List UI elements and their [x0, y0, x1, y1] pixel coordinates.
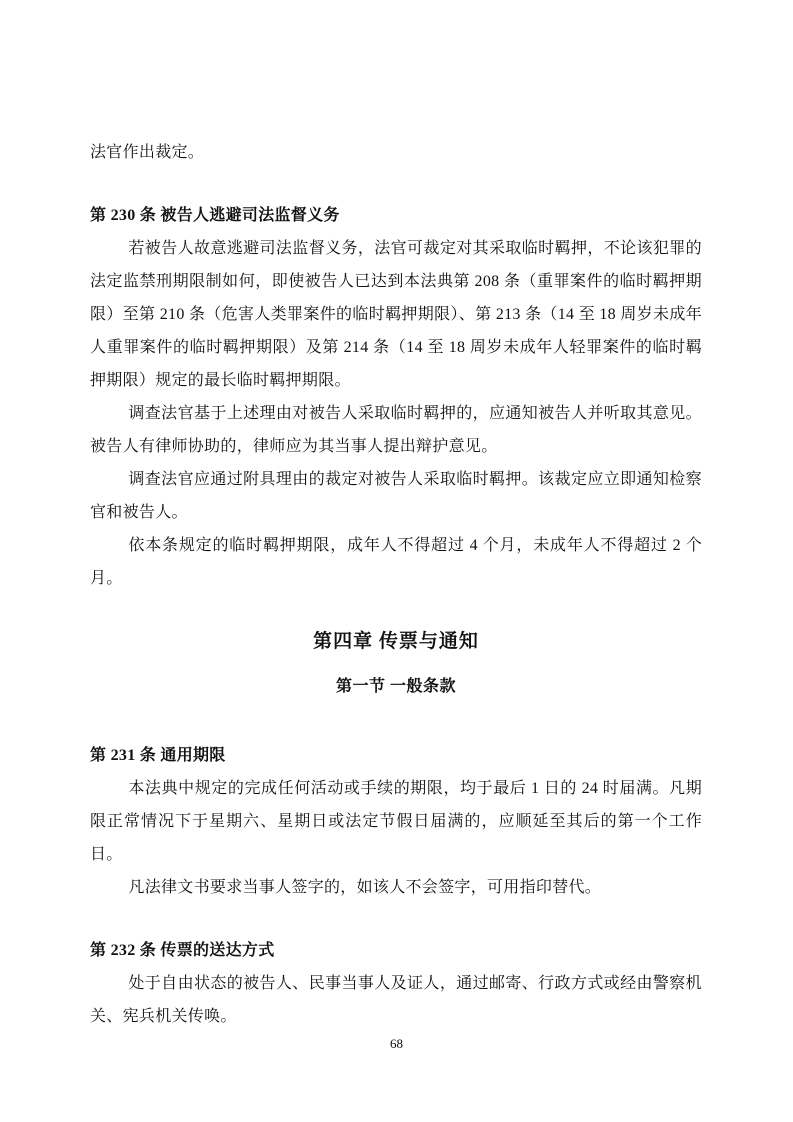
para: 调查法官应通过附具理由的裁定对被告人采取临时羁押。该裁定应立即通知检察官和被告人。 [90, 471, 702, 521]
document-body [90, 136, 702, 1033]
para: 本法典中规定的完成任何活动或手续的期限，均于最后 1 日的 24 时届满。凡期限正常情况下于星期六、星期日或法定节假日届满的，应顺延至其后的第一个工作日。 [90, 780, 702, 863]
chapter-heading: 第四章 传票与通知 [313, 631, 479, 652]
para: 依本条规定的临时羁押期限，成年人不得超过 4 个月，未成年人不得超过 2 个月。 [90, 537, 702, 587]
para: 调查法官基于上述理由对被告人采取临时羁押的，应通知被告人并听取其意见。被告人有律师协助的，律师应为其当事人提出辩护意见。 [90, 405, 702, 455]
article-heading: 第 232 条 传票的送达方式 [90, 942, 275, 959]
article-heading: 第 231 条 通用期限 [90, 747, 226, 764]
para: 凡法律文书要求当事人签字的，如该人不会签字，可用指印替代。 [128, 879, 602, 896]
article-heading: 第 230 条 被告人逃避司法监督义务 [90, 207, 340, 224]
page-number: 68 [390, 1036, 403, 1051]
para: 处于自由状态的被告人、民事当事人及证人，通过邮寄、行政方式或经由警察机关、宪兵机关传唤。 [90, 975, 702, 1025]
section-heading: 第一节 一般条款 [335, 678, 456, 695]
para: 若被告人故意逃避司法监督义务，法官可裁定对其采取临时羁押，不论该犯罪的法定监禁刑期限制如何，即使被告人已达到本法典第 208 条（重罪案件的临时羁押期限）至第 210 条（危害人类罪案件的临时羁押期限）、第 213 条（14 至 18 周岁未成年人重罪案件的临时羁押期限）及第 214 条（14 至 18 周岁未成年人轻罪案件的临时羁押期限）规定的最长临时羁押期限。 [90, 240, 702, 389]
para: 法官作出裁定。 [90, 144, 205, 161]
